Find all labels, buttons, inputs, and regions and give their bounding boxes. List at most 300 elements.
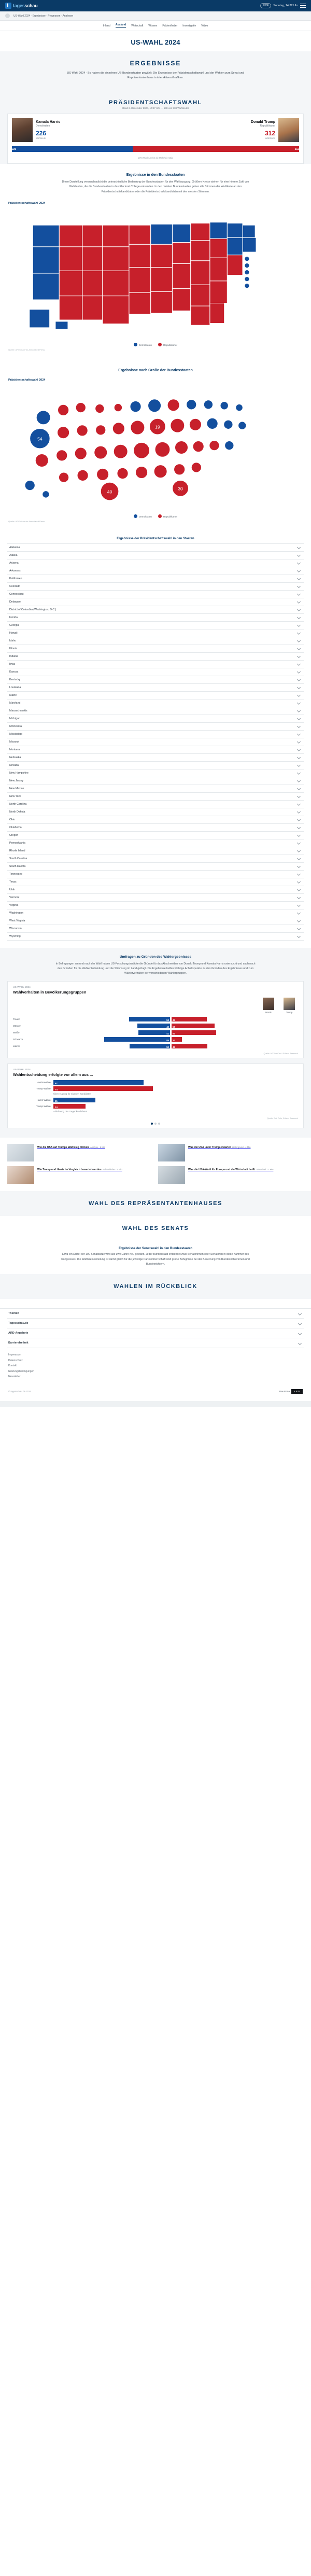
house-heading: WAHL DES REPRÄSENTANTENHAUSES: [88, 1200, 223, 1207]
poll1-col-right: Trump: [286, 1011, 293, 1014]
candidate-harris: [8, 114, 156, 146]
polls-section: [0, 948, 311, 1138]
chevron-down-icon: [297, 717, 301, 720]
footer-accordion-label: Barrierefreiheit: [8, 1341, 29, 1345]
chevron-down-icon: [297, 615, 301, 619]
state-accordion-item[interactable]: [7, 793, 304, 801]
teaser-thumb-1: [7, 1144, 34, 1161]
chevron-down-icon: [297, 685, 301, 689]
state-name: Michigan: [9, 717, 20, 720]
state-accordion-item[interactable]: [7, 925, 304, 933]
state-name: Delaware: [9, 600, 21, 604]
chevron-down-icon: [297, 701, 301, 705]
presidential-timestamp: Stand 6. Dezember 2024, 10:27 Uhr — 538 von 538 Wahlleuten: [121, 106, 190, 109]
trump-party: Republikaner: [260, 124, 275, 128]
chevron-down-icon: [297, 934, 301, 938]
state-name: Wisconsin: [9, 927, 22, 930]
state-accordion-item[interactable]: [7, 785, 304, 793]
state-name: Alaska: [9, 553, 18, 557]
state-accordion-item[interactable]: [7, 909, 304, 917]
poll1-row: [13, 1024, 298, 1028]
elector-bar-rep: [133, 146, 299, 152]
state-name: New York: [9, 794, 21, 798]
chevron-down-icon: [297, 903, 301, 907]
chevron-down-icon: [298, 1322, 302, 1325]
poll1-left-value: 52: [166, 1046, 169, 1049]
senate-text: Etwa ein Drittel der 100 Senatssitze wird alle zwei Jahre neu gewählt. Jeder Bundesstaat entsendet zwei Senatorinnen oder Senatoren in diese Kammer des Kongresses. Die Wahlkreiseinteilung ist damit gleich für die jeweilige Parteienherrschaft sind große Befugnisse bei der Besetzung von Bundesrichterinnen und Bundesrichtern.: [61, 1253, 250, 1266]
tab-video[interactable]: Video: [201, 24, 208, 27]
teaser-thumb-2: [158, 1144, 185, 1161]
chevron-down-icon: [297, 787, 301, 790]
state-accordion-item[interactable]: [7, 668, 304, 676]
poll1-row-label: Frauen: [13, 1018, 20, 1021]
state-name: Colorado: [9, 584, 21, 588]
state-accordion-item[interactable]: [7, 746, 304, 754]
trump-thumb: [284, 998, 295, 1010]
polls-lead: In Befragungen am und nach der Wahl haben US-Forschungsinstitute die Gründe für das Abschneiden von Donald Trump und Kamala Harris untersucht und auch nach den Gründen für die Wahlentscheidung und die Stimmung im Land gefragt. Die Ergebnisse helfen wichtige Anhaltspunkte zu den Gründen des Ergebnisses und zum Wählerverhalten der verschiedenen Wählergruppen.: [55, 962, 256, 975]
chevron-down-icon: [297, 810, 301, 814]
poll-pager[interactable]: [13, 1119, 298, 1125]
live-badge[interactable]: LIVE: [260, 3, 271, 8]
footer-accordion[interactable]: [7, 1309, 304, 1348]
state-name: South Carolina: [9, 857, 27, 860]
chevron-down-icon: [297, 818, 301, 821]
teaser-meta-2: Hintergrund · 4 Min: [232, 1146, 251, 1149]
state-accordion-item[interactable]: [7, 824, 304, 832]
chevron-down-icon: [297, 592, 301, 596]
tab-wissen[interactable]: Wissen: [148, 24, 158, 27]
pager-dot-1[interactable]: [151, 1123, 153, 1125]
teaser-item-1[interactable]: [7, 1144, 153, 1161]
chevron-down-icon: [298, 1341, 302, 1345]
map1-subheading: Präsidentschaftswahl 2024: [8, 201, 46, 205]
state-name: Nevada: [9, 763, 19, 767]
harris-thumb: [263, 998, 274, 1010]
state-accordion-item[interactable]: [7, 699, 304, 707]
poll1-row: [13, 1030, 298, 1035]
harris-electors-label: Wahlleute: [36, 137, 46, 140]
chevron-down-icon: [297, 911, 301, 915]
state-name: Georgia: [9, 623, 19, 627]
map2-heading: Ergebnisse nach Größe der Bundesstaaten: [118, 368, 193, 372]
chevron-down-icon: [297, 755, 301, 759]
svg-text:19: 19: [155, 424, 160, 430]
chevron-down-icon: [297, 724, 301, 728]
hamburger-icon[interactable]: [300, 4, 306, 8]
state-accordion-item[interactable]: [7, 777, 304, 785]
state-name: Alabama: [9, 545, 20, 549]
teaser-thumb-4: [158, 1166, 185, 1184]
state-accordion-item[interactable]: [7, 583, 304, 591]
chevron-down-icon: [297, 895, 301, 899]
teaser-meta-1: Analyse · 6 Min: [90, 1146, 105, 1149]
footer-link[interactable]: Newsletter: [8, 1375, 21, 1379]
poll1-row: [13, 1037, 298, 1042]
footer-link[interactable]: Kontakt: [8, 1364, 17, 1368]
state-name: Montana: [9, 748, 20, 751]
poll1-right-value: 57: [173, 1032, 175, 1035]
pager-dot-2[interactable]: [154, 1123, 157, 1125]
chevron-down-icon: [297, 553, 301, 557]
poll2-row-label: Trump-Wähler: [36, 1087, 51, 1090]
state-accordion-item[interactable]: [7, 808, 304, 816]
state-accordion-item[interactable]: [7, 894, 304, 902]
poll1-row-label: Latinos: [13, 1045, 21, 1048]
chevron-down-icon: [297, 779, 301, 782]
poll-card-demographics: [7, 981, 304, 1058]
state-accordion-item[interactable]: [7, 738, 304, 746]
chevron-down-icon: [297, 849, 301, 852]
state-name: Vermont: [9, 895, 20, 899]
chevron-down-icon: [297, 825, 301, 829]
teaser-meta-4: Wirtschaft · 7 Min: [256, 1168, 274, 1171]
state-name: Arkansas: [9, 569, 21, 572]
map-section-states: [0, 164, 311, 359]
state-accordion-item[interactable]: [7, 871, 304, 878]
poll2-group-label: Überzeugung für eigenen Kandidaten: [53, 1093, 91, 1096]
map-section-cartogram: [0, 359, 311, 531]
state-name: Maryland: [9, 701, 21, 705]
teaser-meta-3: Faktenfinder · 5 Min: [103, 1168, 122, 1171]
state-accordion-item[interactable]: [7, 544, 304, 552]
state-accordion-item[interactable]: [7, 622, 304, 629]
map-dc-markers: [245, 256, 249, 288]
state-results-heading: Ergebnisse der Präsidentschaftswahl in den Staaten: [117, 537, 194, 540]
poll2-row-label: Harris-Wähler: [36, 1099, 51, 1102]
chevron-down-icon: [297, 545, 301, 549]
state-accordion-item[interactable]: [7, 692, 304, 699]
ard-label: Das Erste: [279, 1390, 290, 1393]
state-accordion[interactable]: [7, 543, 304, 941]
state-accordion-item[interactable]: [7, 653, 304, 661]
house-band: [0, 1191, 311, 1216]
state-name: Oregon: [9, 833, 19, 837]
pager-dot-3[interactable]: [158, 1123, 160, 1125]
map2-source: Quelle: AP/Edison via Associated Press: [8, 520, 45, 523]
chevron-down-icon: [297, 709, 301, 712]
teaser-item-2[interactable]: [158, 1144, 304, 1161]
chevron-down-icon: [298, 1332, 302, 1335]
teaser-title-2: Was die USA unter Trump erwartet: [188, 1146, 231, 1150]
poll1-col-left: Harris: [265, 1011, 272, 1014]
state-name: Massachusetts: [9, 709, 27, 712]
state-name: Kentucky: [9, 678, 21, 681]
state-name: Indiana: [9, 654, 19, 658]
svg-text:30: 30: [178, 486, 183, 492]
state-accordion-item[interactable]: [7, 552, 304, 559]
chevron-down-icon: [297, 794, 301, 798]
nav-avatar-icon: [5, 13, 10, 18]
trump-name: Donald Trump: [250, 120, 275, 124]
nav-ticker: US-Wahl 2024 · Ergebnisse · Prognosen · Analysen: [13, 14, 74, 18]
poll1-title: Wahlverhalten in Bevölkerungsgruppen: [13, 990, 87, 995]
state-name: Ohio: [9, 818, 15, 821]
tab-ausland[interactable]: Ausland: [116, 23, 126, 28]
state-accordion-item[interactable]: [7, 598, 304, 606]
state-name: New Hampshire: [9, 771, 29, 775]
svg-text:54: 54: [37, 436, 43, 442]
chevron-down-icon: [298, 1312, 302, 1315]
trump-electors-label: Wahlleute: [265, 137, 275, 140]
brand-logo[interactable]: [5, 3, 38, 9]
state-accordion-item[interactable]: [7, 707, 304, 715]
state-accordion-item[interactable]: [7, 839, 304, 847]
state-accordion-item[interactable]: [7, 559, 304, 567]
presidential-section: [0, 90, 311, 164]
state-name: Nebraska: [9, 755, 21, 759]
state-name: Arizona: [9, 561, 19, 565]
tab-inland[interactable]: Inland: [103, 24, 110, 27]
poll2-source: Quelle: Exit Polls, Edison Research: [267, 1117, 298, 1120]
poll1-kicker: US-WAHL 2024: [13, 986, 31, 989]
poll2-kicker: US-WAHL 2024: [13, 1069, 31, 1072]
ard-logo: [279, 1389, 303, 1394]
chevron-down-icon: [297, 577, 301, 580]
chevron-down-icon: [297, 732, 301, 736]
state-accordion-item[interactable]: [7, 606, 304, 614]
senate-section: [0, 1241, 311, 1274]
state-accordion-item[interactable]: [7, 863, 304, 871]
chevron-down-icon: [297, 600, 301, 604]
state-accordion-item[interactable]: [7, 762, 304, 769]
state-name: Illinois: [9, 647, 17, 650]
top-bar: [0, 0, 311, 11]
chevron-down-icon: [297, 693, 301, 697]
us-cartogram-svg[interactable]: [5, 383, 306, 512]
state-accordion-item[interactable]: [7, 676, 304, 684]
state-name: Tennessee: [9, 872, 23, 876]
footer-link[interactable]: Datenschutz: [8, 1359, 23, 1362]
chevron-down-icon: [297, 678, 301, 681]
state-name: Hawaii: [9, 631, 18, 635]
state-accordion-item[interactable]: [7, 816, 304, 824]
bar-label-left: 226: [12, 147, 17, 151]
chevron-down-icon: [297, 631, 301, 635]
poll2-row: [13, 1104, 298, 1109]
brand-name: tagesschau: [13, 3, 38, 8]
nav-strip: [0, 11, 311, 21]
footer-accordion-label: Themen: [8, 1312, 19, 1315]
poll1-right-value: 46: [173, 1046, 175, 1049]
map2-legend: [0, 512, 311, 519]
state-accordion-item[interactable]: [7, 591, 304, 598]
footer-accordion-label: Tagesschau.de: [8, 1322, 29, 1325]
footer-accordion-item[interactable]: [7, 1319, 304, 1328]
teaser-title-3: Wie Trump und Harris im Vergleich bewertet werden: [37, 1168, 102, 1172]
map1-heading: Ergebnisse in den Bundesstaaten: [126, 173, 185, 177]
state-accordion-item[interactable]: [7, 917, 304, 925]
chevron-down-icon: [297, 872, 301, 876]
sub-navigation: [0, 21, 311, 31]
poll1-source: Quelle: AP VoteCast / Edison Research: [263, 1053, 298, 1055]
footer-accordion-label: ARD-Angebote: [8, 1332, 29, 1335]
harris-portrait: [12, 118, 33, 142]
footer: [0, 1308, 311, 1407]
teaser-item-4[interactable]: [158, 1166, 304, 1184]
results-heading: ERGEBNISSE: [130, 60, 181, 67]
chevron-down-icon: [297, 802, 301, 806]
poll2-row: [13, 1080, 298, 1085]
state-accordion-item[interactable]: [7, 886, 304, 894]
tab-faktenfinder[interactable]: Faktenfinder: [162, 24, 178, 27]
state-accordion-item[interactable]: [7, 902, 304, 909]
state-accordion-item[interactable]: [7, 575, 304, 583]
trump-electors: 312: [264, 130, 275, 137]
chevron-down-icon: [297, 608, 301, 611]
state-results-section: [0, 531, 311, 941]
harris-party: Demokraten: [36, 124, 50, 128]
state-name: Kansas: [9, 670, 19, 674]
retro-heading: WAHLEN IM RÜCKBLICK: [114, 1283, 197, 1290]
map-states: [30, 222, 256, 329]
chevron-down-icon: [297, 864, 301, 868]
state-accordion-item[interactable]: [7, 614, 304, 622]
state-name: West Virginia: [9, 919, 25, 922]
state-name: Utah: [9, 888, 15, 891]
poll2-row-label: Trump-Wähler: [36, 1105, 51, 1108]
state-name: Virginia: [9, 903, 19, 907]
state-name: Washington: [9, 911, 24, 915]
state-accordion-item[interactable]: [7, 832, 304, 839]
state-accordion-item[interactable]: [7, 933, 304, 941]
state-name: Louisiana: [9, 685, 21, 689]
senate-sub-heading: Ergebnisse der Senatswahl in den Bundesstaaten: [118, 1247, 193, 1251]
state-name: Maine: [9, 693, 17, 697]
poll1-trump-head: [284, 998, 295, 1014]
chevron-down-icon: [297, 833, 301, 837]
poll2-row: [13, 1098, 298, 1102]
choropleth-map[interactable]: [5, 206, 306, 341]
state-name: North Dakota: [9, 810, 25, 814]
poll1-row: [13, 1044, 298, 1048]
legend2-dem: Demokraten: [134, 514, 152, 518]
map1-legend: [0, 341, 311, 347]
state-name: Iowa: [9, 662, 15, 666]
tab-wirtschaft[interactable]: Wirtschaft: [131, 24, 144, 27]
harris-electors: 226: [36, 130, 47, 137]
state-accordion-item[interactable]: [7, 723, 304, 731]
map2-subheading: Präsidentschaftswahl 2024: [8, 378, 46, 382]
chevron-down-icon: [297, 561, 301, 565]
state-accordion-item[interactable]: [7, 567, 304, 575]
tab-investigativ[interactable]: Investigativ: [182, 24, 196, 27]
state-accordion-item[interactable]: [7, 684, 304, 692]
state-accordion-item[interactable]: [7, 878, 304, 886]
trump-portrait: [278, 118, 299, 142]
poll1-harris-head: [263, 998, 274, 1014]
chevron-down-icon: [297, 623, 301, 627]
state-accordion-item[interactable]: [7, 769, 304, 777]
polls-heading: Umfragen zu Gründen des Wahlergebnisses: [119, 955, 192, 959]
chevron-down-icon: [297, 763, 301, 767]
teaser-item-3[interactable]: [7, 1166, 153, 1184]
teaser-thumb-3: [7, 1166, 34, 1184]
presidential-result-card: [7, 114, 304, 164]
teaser-title-1: Wie die USA auf Trumps Wahlsieg blicken: [37, 1146, 89, 1150]
elector-bar-dem: [12, 146, 133, 152]
state-name: Missouri: [9, 740, 20, 744]
poll2-row: [13, 1086, 298, 1091]
chevron-down-icon: [297, 639, 301, 642]
poll-card-motivation: [7, 1063, 304, 1128]
poll1-row: [13, 1017, 298, 1021]
clock-status: Sonntag, 14:32 Uhr: [273, 4, 298, 7]
poll1-left-value: 41: [166, 1032, 169, 1035]
chevron-down-icon: [297, 584, 301, 588]
chevron-down-icon: [297, 880, 301, 884]
legend-rep: Republikaner: [158, 343, 177, 346]
chevron-down-icon: [297, 888, 301, 891]
poll2-title: Wahlentscheidung erfolgte vor allem aus ...: [13, 1072, 93, 1077]
chevron-down-icon: [297, 748, 301, 751]
footer-accordion-item[interactable]: [7, 1338, 304, 1348]
state-name: Wyoming: [9, 934, 21, 938]
footer-accordion-item[interactable]: [7, 1328, 304, 1338]
state-accordion-item[interactable]: [7, 637, 304, 645]
footer-links[interactable]: [0, 1348, 311, 1385]
poll2-value: 31: [55, 1100, 58, 1103]
chevron-down-icon: [297, 670, 301, 674]
state-accordion-item[interactable]: [7, 629, 304, 637]
state-name: Rhode Island: [9, 849, 25, 852]
state-accordion-item[interactable]: [7, 645, 304, 653]
tagesschau-logo-icon: ▌: [5, 3, 11, 9]
majority-note: 270 Wahlleute für die Mehrheit nötig: [138, 156, 173, 159]
chevron-down-icon: [297, 919, 301, 922]
state-name: South Dakota: [9, 864, 26, 868]
footer-accordion-item[interactable]: [7, 1309, 304, 1319]
state-accordion-item[interactable]: [7, 661, 304, 668]
map1-description: Diese Darstellung veranschaulicht die unterschiedliche Bedeutung der Bundesstaaten für den Wahlausgang. Größere Kreise stehen für eine höhere Zahl von Wahlleuten, die die Bundesstaaten in das Electoral College entsenden. In den meisten Bundesstaaten gehen alle Stimmen der Wahlleute an den Präsidentschaftskandidaten oder die Präsidentschaftskandidatin mit den meisten Stimmen.: [62, 180, 249, 193]
senate-heading: WAHL DES SENATS: [122, 1225, 189, 1232]
teaser-grid: [0, 1138, 311, 1191]
ard-box: ARD: [291, 1389, 303, 1394]
cartogram-map[interactable]: [5, 383, 306, 512]
state-accordion-item[interactable]: [7, 801, 304, 808]
state-accordion-item[interactable]: [7, 855, 304, 863]
state-name: District of Columbia (Washington, D.C.): [9, 608, 56, 611]
poll1-right-value: 45: [173, 1019, 175, 1022]
state-name: Minnesota: [9, 724, 22, 728]
poll1-left-value: 85: [166, 1039, 169, 1042]
state-accordion-item[interactable]: [7, 754, 304, 762]
poll1-right-value: 55: [173, 1026, 175, 1029]
footer-link[interactable]: Nutzungsbedingungen: [8, 1369, 35, 1373]
state-accordion-item[interactable]: [7, 731, 304, 738]
page-title: US-WAHL 2024: [131, 38, 180, 46]
poll2-value: 24: [55, 1106, 58, 1109]
hero: [0, 31, 311, 51]
state-name: Florida: [9, 615, 18, 619]
senate-band: [0, 1216, 311, 1241]
chevron-down-icon: [297, 857, 301, 860]
chevron-down-icon: [297, 662, 301, 666]
us-map-svg[interactable]: [5, 206, 306, 341]
poll2-bars: [13, 1080, 298, 1113]
state-name: Idaho: [9, 639, 16, 642]
chevron-down-icon: [297, 841, 301, 845]
footer-link[interactable]: Impressum: [8, 1353, 21, 1357]
state-accordion-item[interactable]: [7, 847, 304, 855]
retro-band: [0, 1274, 311, 1299]
state-name: North Carolina: [9, 802, 27, 806]
legend2-rep: Republikaner: [158, 514, 177, 518]
poll1-row-label: Männer: [13, 1025, 21, 1028]
state-accordion-item[interactable]: [7, 715, 304, 723]
teaser-title-4: Was die USA-Wahl für Europa und die Wirtschaft heißt: [188, 1168, 256, 1172]
chevron-down-icon: [297, 654, 301, 658]
poll2-value: 67: [55, 1082, 58, 1085]
